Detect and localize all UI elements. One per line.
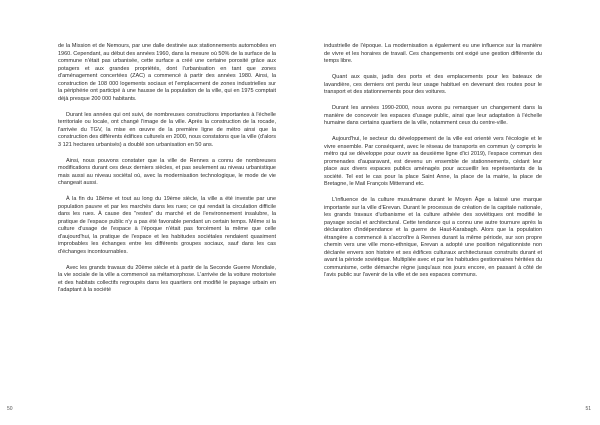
page-number: 50 [7,406,13,412]
paragraph: Aujourd'hui, le secteur du développement de la ville est orienté vers l'écologie et le vivre ensemble. Par conséquent, avec le réseau de transports en commun (y compris le métro qui se développe pour ouvrir sa deuxième ligne d'ici 2019), l'espace commun des promenades d'auparavant, est devenu un ensemble de stationnements, cédant leur place aux divers espaces publics aménagés pour accueillir les représentants de la société. Tel est le cas pour la place Saint Anne, la place de la mairie, la place de Bretagne, le Mail François Mitterrand etc. [324,136,542,188]
right-text-column [324,43,542,280]
paragraph: À la fin du 18ème et tout au long du 19ème siècle, la ville a été investie par une population pauvre et par les marchés dans les rues; ce qui rendait la circulation difficile dans les rues. À cause des "restes" du marché et de l'environnement insalubre, la pratique de l'espace public n'y a pas été favorable pendant un certain temps. Même si la culture d'usage de l'espace à l'époque n'était pas forcément la même que celle d'aujourd'hui, la pratique de l'espace et les habitudes sociétales rendaient quasiment improbables les échanges entre les différents groupes sociaux, sauf dans les cas d'échanges incontournables. [58,196,276,255]
paragraph: Durant les années 1990-2000, nous avons pu remarquer un changement dans la manière de concevoir les espaces d'usage public, ainsi que leur adaptation à l'échelle humaine dans certains quartiers de la ville, notamment ceux du centre-ville. [324,105,542,127]
paragraph: Durant les années qui ont suivi, de nombreuses constructions importantes à l'échelle territoriale ou locale, ont changé l'image de la ville. Après la construction de la rocade, l'arrivée du TGV, la mise en œuvre de la première ligne de métro ainsi que la construction des différents édifices culturels en 2000, nous constatons que la ville (d'alors 3 121 hectares urbanisés) a doublé son urbanisation en 50 ans. [58,111,276,148]
left-text-column [58,43,276,295]
paragraph: Quant aux quais, jadis des ports et des emplacements pour les bateaux de lavandière, ces derniers ont perdu leur usage habituel en devenant des routes pour le transport et des stationnements pour des voitures. [324,74,542,96]
paragraph: industrielle de l'époque. La modernisation a également eu une influence sur la manière de vivre et les horaires de travail. Ces changements ont exigé une gestion différente du temps libre. [324,43,542,64]
paragraph: de la Mission et de Nemours, par une dalle destinée aux stationnements automobiles en 1960. Cependant, au début des années 1960, dans la mesure où 50% de la surface de la commune n'était pas urbanisée, cette surface a créé une certaine porosité grâce aux potagers et aux grandes propriétés, dont l'urbanisation en tant que zones d'aménagement concertées (ZAC) a commencé à partir des années 1980. Ainsi, la construction de 108 000 logements sociaux et l'emplacement de zones industrielles sur la périphérie ont participé à une hausse de la population de la ville, qui en 1975 comptait déjà presque 200 000 habitants. [58,43,276,102]
paragraph: Avec les grands travaux du 20ème siècle et à partir de la Seconde Guerre Mondiale, la vie sociale de la ville a commencé sa métamorphose. L'arrivée de la voiture motorisée et des habitats collectifs regroupés dans les quartiers ont modifié le paysage urbain en l'adaptant à la société [58,264,276,294]
paragraph: Ainsi, nous pouvons constater que la ville de Rennes a connu de nombreuses modifications durant ces deux derniers siècles, et pas seulement au niveau urbanistique mais aussi au niveau sociétal où, avec la modernisation technologique, le mode de vie changeait aussi. [58,157,276,187]
page-number: 51 [585,406,591,412]
paragraph: L'influence de la culture musulmane durant le Moyen Âge a laissé une marque importante sur la ville d'Erevan. Durant le processus de création de la capitale nationale, les grands travaux d'urbanisme et la culture athéée des soviétiques ont modifié le paysage social et architectural. Cette tendance qui a connu une autre tournure après la déclaration d'indépendance et la guerre de Haut-Karabagh. Alors que la population étrangère a commencé à s'accroître à Rennes durant la même période, sur son propre chemin vers une ville mono-ethnique, Erevan a adopté une position négationniste non déclarée envers son histoire et ses édifices culturaux architecturaux construits durant et avant la période soviétique. Multipliée avec et par les habitudes gestionnaires héritées du communisme, cette démarche règne jusqu'aux nos jours encore, en passant à côté de l'avis public sur l'avenir de la ville et de ses espaces communs. [324,197,542,279]
right-page [300,0,600,425]
